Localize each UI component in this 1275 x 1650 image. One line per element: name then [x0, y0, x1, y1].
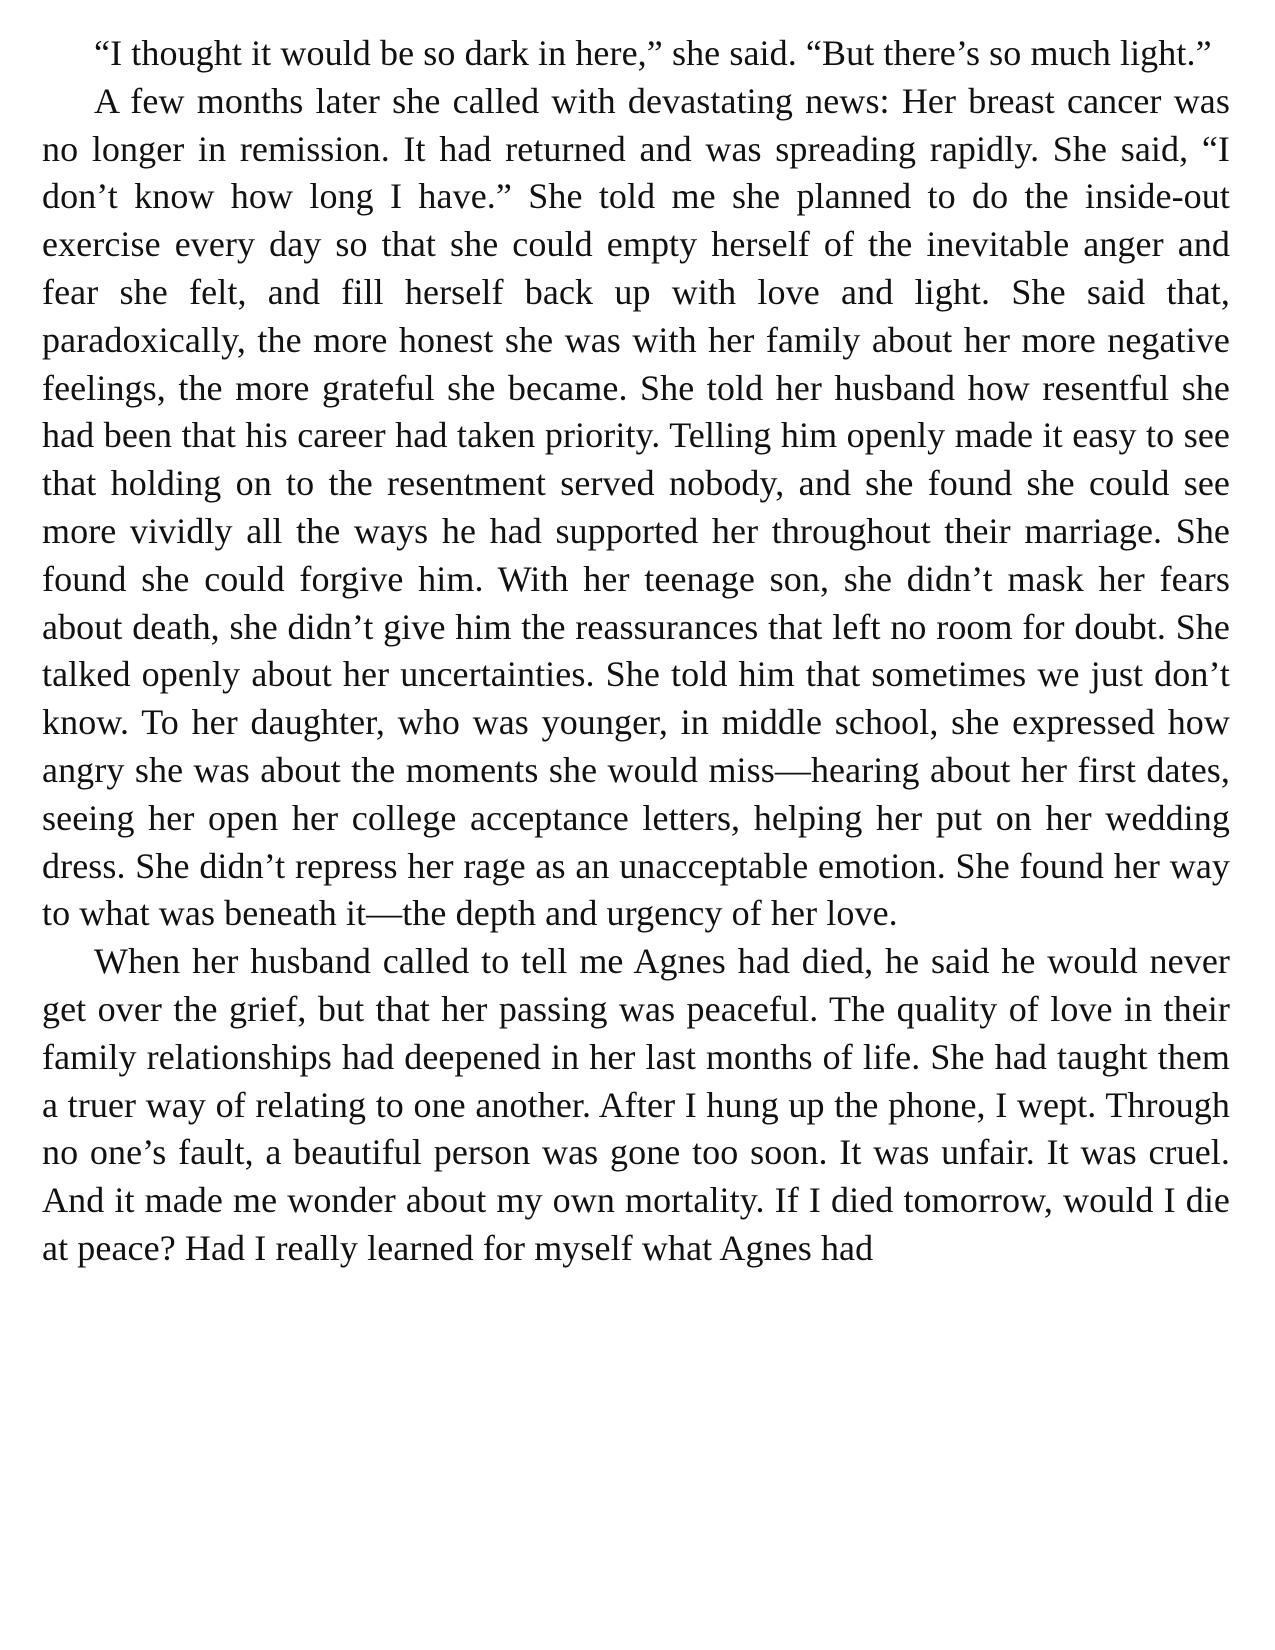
paragraph-dark-light-quote: “I thought it would be so dark in here,” she said. “But there’s so much light.” — [94, 33, 1212, 73]
paragraph-agnes-passing: When her husband called to tell me Agnes had died, he said he would never get over the grief, but that her passing was peaceful. The quality of love in their family relationships had deepened in her last months of life. She had taught them a truer way of relating to one another. After I hung up the phone, I wept. Through no one’s fault, a beautiful person was gone too soon. It was unfair. It was cruel. And it made me wonder about my own mortality. If I died tomorrow, would I die at peace? Had I really learned for myself what Agnes had — [42, 941, 1230, 1268]
page-text-body — [42, 30, 1230, 1273]
paragraph-cancer-news: A few months later she called with devastating news: Her breast cancer was no longer in remission. It had returned and was spreading rapidly. She said, “I don’t know how long I have.” She told me she planned to do the inside-out exercise every day so that she could empty herself of the inevitable anger and fear she felt, and fill herself back up with love and light. She said that, paradoxically, the more honest she was with her family about her more negative feelings, the more grateful she became. She told her husband how resentful she had been that his career had taken priority. Telling him openly made it easy to see that holding on to the resentment served nobody, and she found she could see more vividly all the ways he had supported her throughout their marriage. She found she could forgive him. With her teenage son, she didn’t mask her fears about death, she didn’t give him the reassurances that left no room for doubt. She talked openly about her uncertainties. She told him that sometimes we just don’t know. To her daughter, who was younger, in middle school, she expressed how angry she was about the moments she would miss—hearing about her first dates, seeing her open her college acceptance letters, helping her put on her wedding dress. She didn’t repress her rage as an unacceptable emotion. She found her way to what was beneath it—the depth and urgency of her love. — [42, 80, 1230, 934]
